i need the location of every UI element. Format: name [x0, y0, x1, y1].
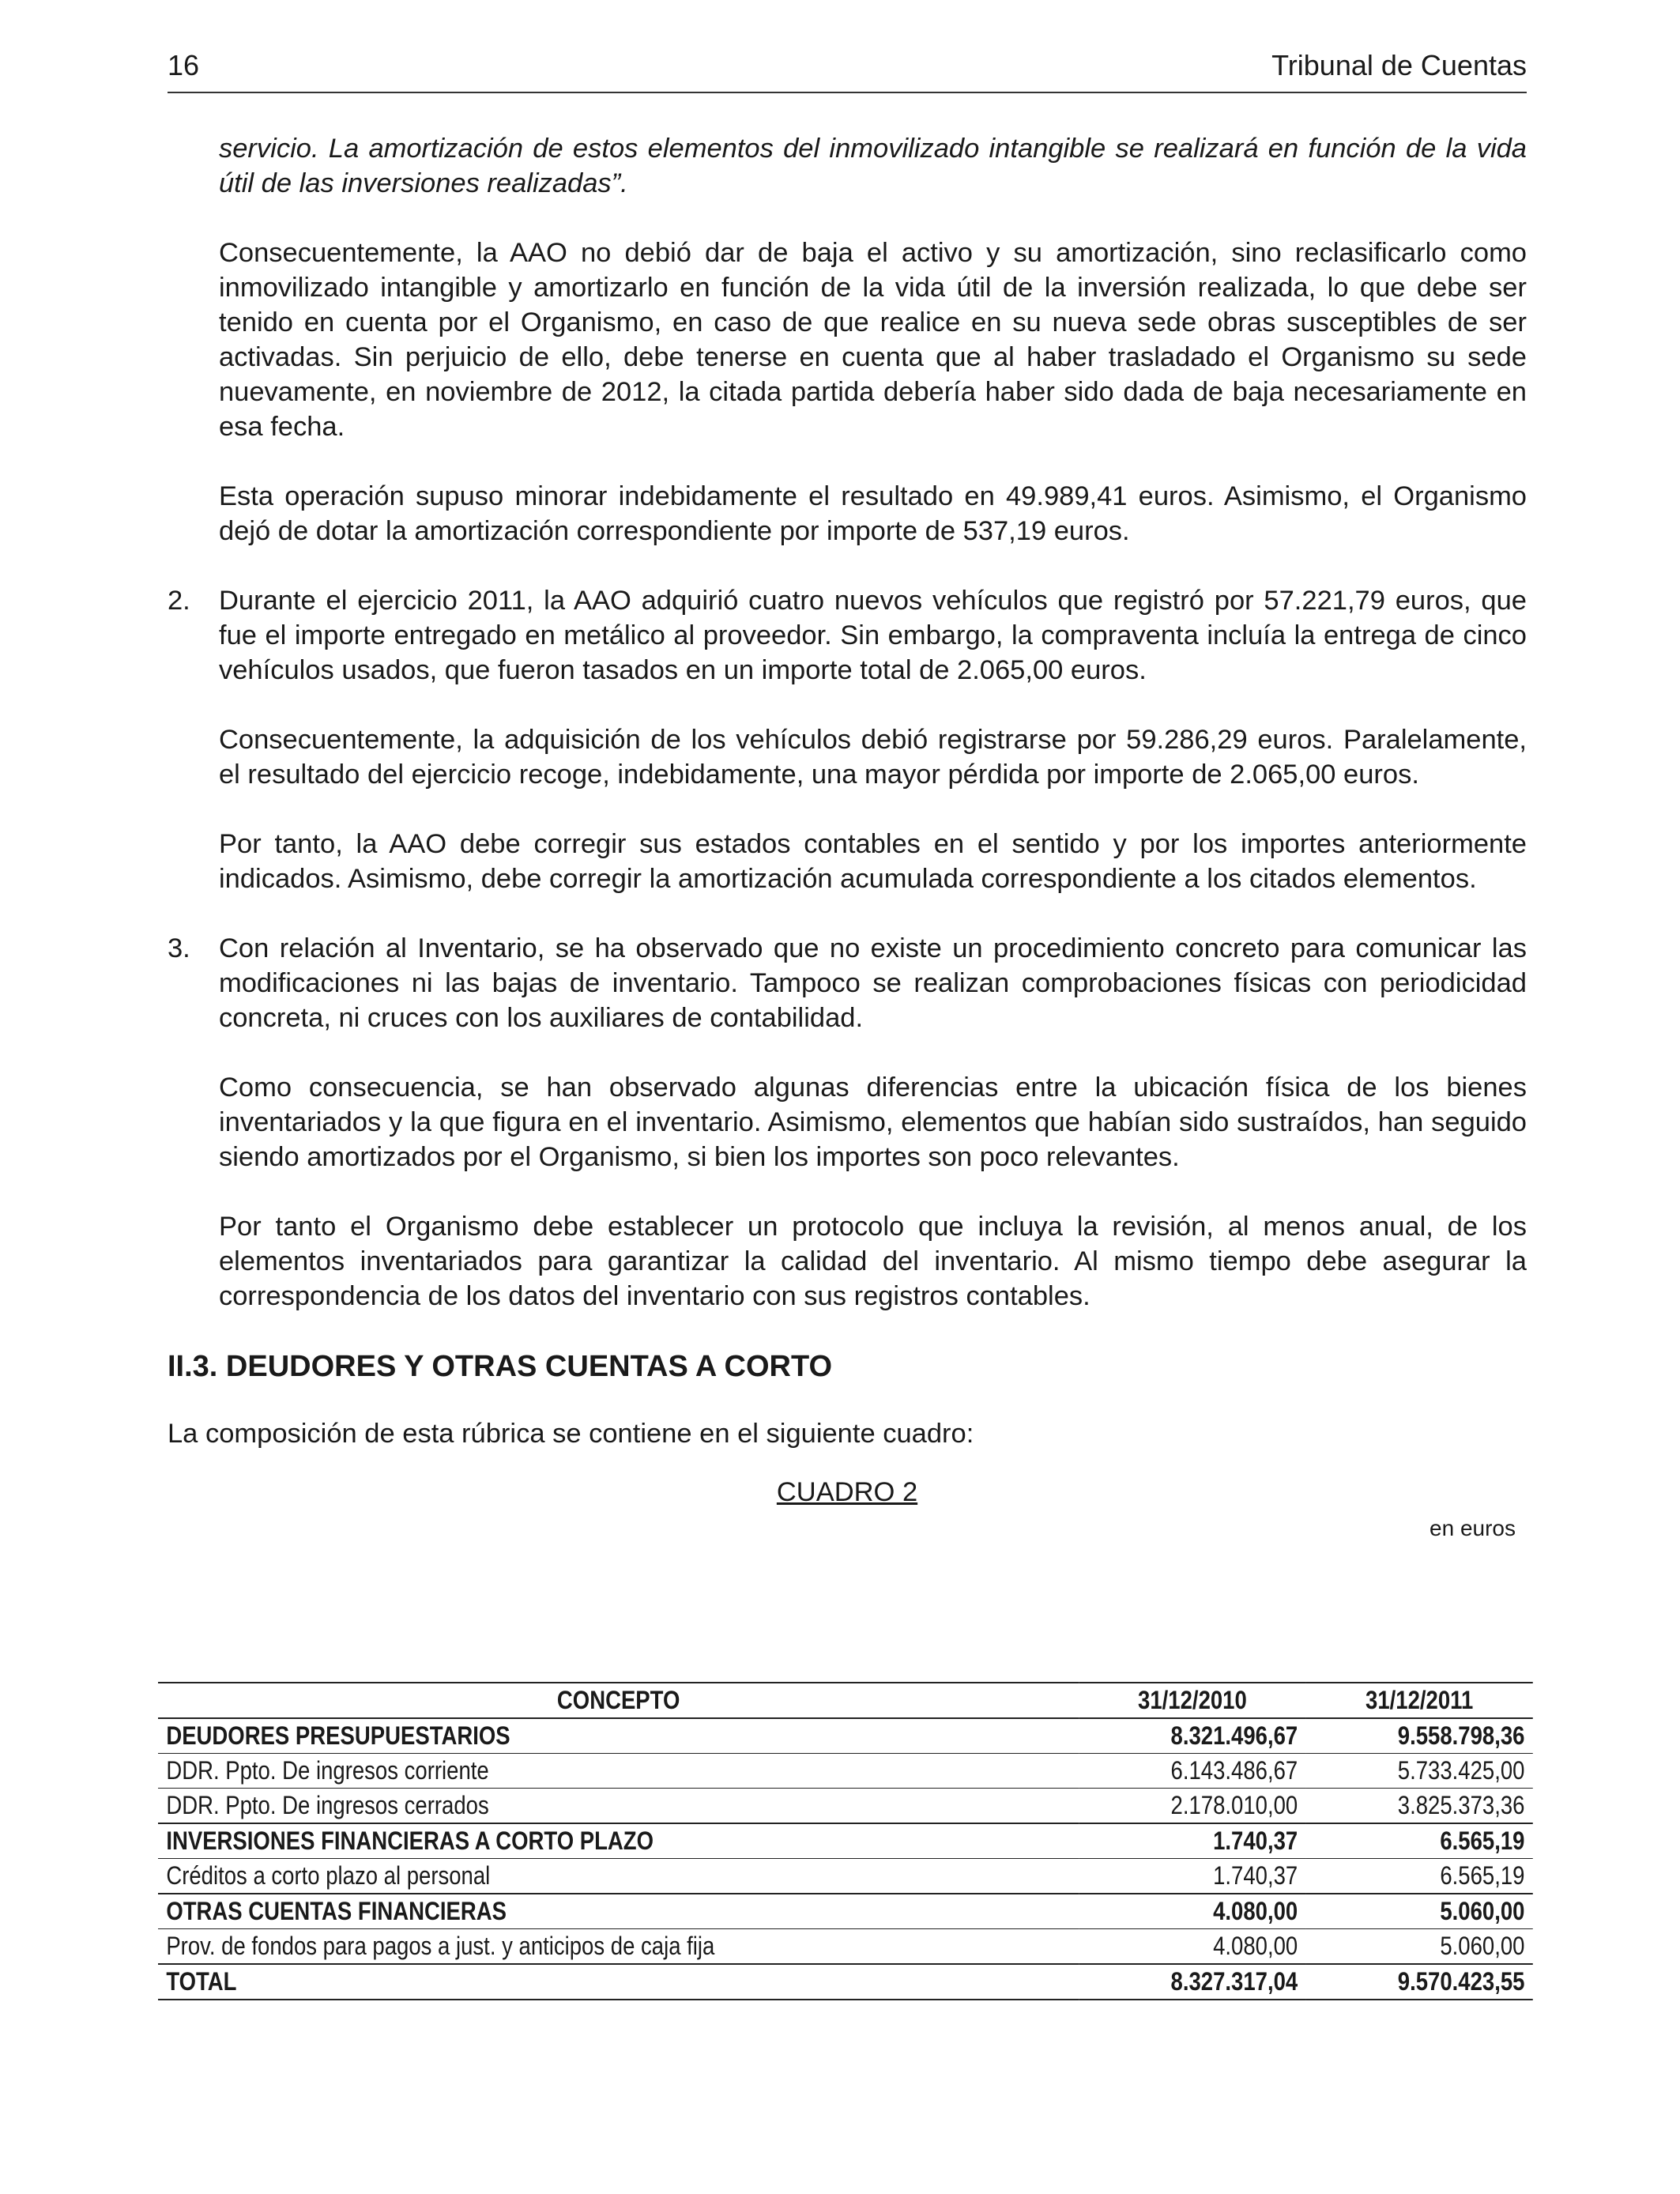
list-item-3: [168, 931, 1527, 1035]
table-row-total: [158, 1964, 1533, 2000]
paragraph: Durante el ejercicio 2011, la AAO adquirió cuatro nuevos vehículos que registró por 57.221,79 euros, que fue el importe entregado en metálico al proveedor. Sin embargo, la compraventa incluía la entrega de cinco vehículos usados, que fueron tasados en un importe total de 2.065,00 euros.: [219, 586, 1527, 685]
table-row-group: [158, 1894, 1533, 1929]
section-intro: La composición de esta rúbrica se contiene en el siguiente cuadro:: [168, 1419, 974, 1449]
paragraph: Como consecuencia, se han observado algunas diferencias entre la ubicación física de los bienes inventariados y la que figura en el inventario. Asimismo, elementos que habían sido sustraídos, han seguido siendo amortizados por el Organismo, si bien los importes son poco relevantes.: [219, 1072, 1527, 1172]
row-concept: Créditos a corto plazo al personal: [166, 1861, 491, 1890]
row-value-2011: 9.570.423,55: [1306, 1964, 1533, 2000]
table-row: [158, 1859, 1533, 1894]
row-value-2011: 3.825.373,36: [1306, 1789, 1533, 1824]
row-concept: TOTAL: [158, 1964, 1079, 2000]
table-title: CUADRO 2: [776, 1477, 918, 1507]
row-concept: DDR. Ppto. De ingresos cerrados: [158, 1789, 1079, 1824]
table-unit: en euros: [1430, 1516, 1516, 1540]
table-row: [158, 1754, 1533, 1789]
row-concept: DEUDORES PRESUPUESTARIOS: [158, 1718, 1079, 1754]
page-header: [168, 47, 1527, 93]
column-header: 31/12/2010: [1079, 1683, 1305, 1718]
list-number: 3.: [168, 933, 190, 963]
table-row: [158, 1789, 1533, 1824]
data-table: [158, 1682, 1533, 2000]
row-value-2010: 6.143.486,67: [1170, 1756, 1298, 1785]
list-number: 2.: [168, 586, 190, 616]
paragraph: Esta operación supuso minorar indebidamente el resultado en 49.989,41 euros. Asimismo, el Organismo dejó de dotar la amortización correspondiente por importe de 537,19 euros.: [219, 481, 1527, 546]
row-concept: OTRAS CUENTAS FINANCIERAS: [158, 1894, 1079, 1929]
table-header-row: [158, 1683, 1533, 1718]
row-concept: Prov. de fondos para pagos a just. y anticipos de caja fija: [166, 1932, 715, 1960]
paragraph: Con relación al Inventario, se ha observado que no existe un procedimiento concreto para comunicar las modificaciones ni las bajas de inventario. Tampoco se realizan comprobaciones físicas con periodicidad concreta, ni cruces con los auxiliares de contabilidad.: [219, 933, 1527, 1033]
row-value-2010: 1.740,37: [1079, 1823, 1305, 1859]
document-body: [168, 131, 1527, 1541]
row-value-2011: 6.565,19: [1306, 1823, 1533, 1859]
paragraph: Consecuentemente, la AAO no debió dar de baja el activo y su amortización, sino reclasificarlo como inmovilizado intangible y amortizarlo en función de la vida útil de la inversión realizada, lo que debe ser tenido en cuenta por el Organismo, en caso de que realice en su nueva sede obras susceptibles de ser activadas. Sin perjuicio de ello, debe tenerse en cuenta que al haber trasladado el Organismo su sede nuevamente, en noviembre de 2012, la citada partida debería haber sido dada de baja necesariamente en esa fecha.: [219, 238, 1527, 442]
row-value-2010: 2.178.010,00: [1079, 1789, 1305, 1824]
row-value-2010: 8.321.496,67: [1079, 1718, 1305, 1754]
column-header: CONCEPTO: [158, 1683, 1079, 1718]
row-value-2010: 8.327.317,04: [1079, 1964, 1305, 2000]
row-value-2011: 5.060,00: [1306, 1894, 1533, 1929]
table-row-group: [158, 1718, 1533, 1754]
row-value-2011: 5.733.425,00: [1397, 1756, 1525, 1785]
row-value-2011: 6.565,19: [1440, 1861, 1525, 1890]
section-heading: II.3. DEUDORES Y OTRAS CUENTAS A CORTO: [168, 1350, 833, 1383]
row-concept: INVERSIONES FINANCIERAS A CORTO PLAZO: [158, 1823, 1079, 1859]
list-item-2: [168, 583, 1527, 688]
row-value-2011: 9.558.798,36: [1306, 1718, 1533, 1754]
table-row: [158, 1929, 1533, 1965]
column-header: 31/12/2011: [1306, 1683, 1533, 1718]
paragraph: Por tanto el Organismo debe establecer un protocolo que incluya la revisión, al menos anual, de los elementos inventariados para garantizar la calidad del inventario. Al mismo tiempo debe asegurar la correspondencia de los datos del inventario con sus registros contables.: [219, 1212, 1527, 1311]
page-number: 16: [168, 49, 200, 81]
paragraph: Por tanto, la AAO debe corregir sus estados contables en el sentido y por los importes anteriormente indicados. Asimismo, debe corregir la amortización acumulada correspondiente a los citados elementos.: [219, 829, 1527, 894]
table-row-group: [158, 1823, 1533, 1859]
paragraph: Consecuentemente, la adquisición de los vehículos debió registrarse por 59.286,29 euros. Paralelamente, el resultado del ejercicio recoge, indebidamente, una mayor pérdida por importe de 2.065,00 euros.: [219, 725, 1527, 790]
header-title: Tribunal de Cuentas: [1271, 49, 1527, 81]
quote-continuation: servicio. La amortización de estos elementos del inmovilizado intangible se realizará en función de la vida útil de las inversiones realizadas”.: [219, 134, 1527, 198]
row-concept: DDR. Ppto. De ingresos corriente: [166, 1756, 489, 1785]
row-value-2010: 1.740,37: [1213, 1861, 1298, 1890]
row-value-2010: 4.080,00: [1213, 1932, 1298, 1960]
row-value-2010: 4.080,00: [1079, 1894, 1305, 1929]
row-value-2011: 5.060,00: [1440, 1932, 1525, 1960]
